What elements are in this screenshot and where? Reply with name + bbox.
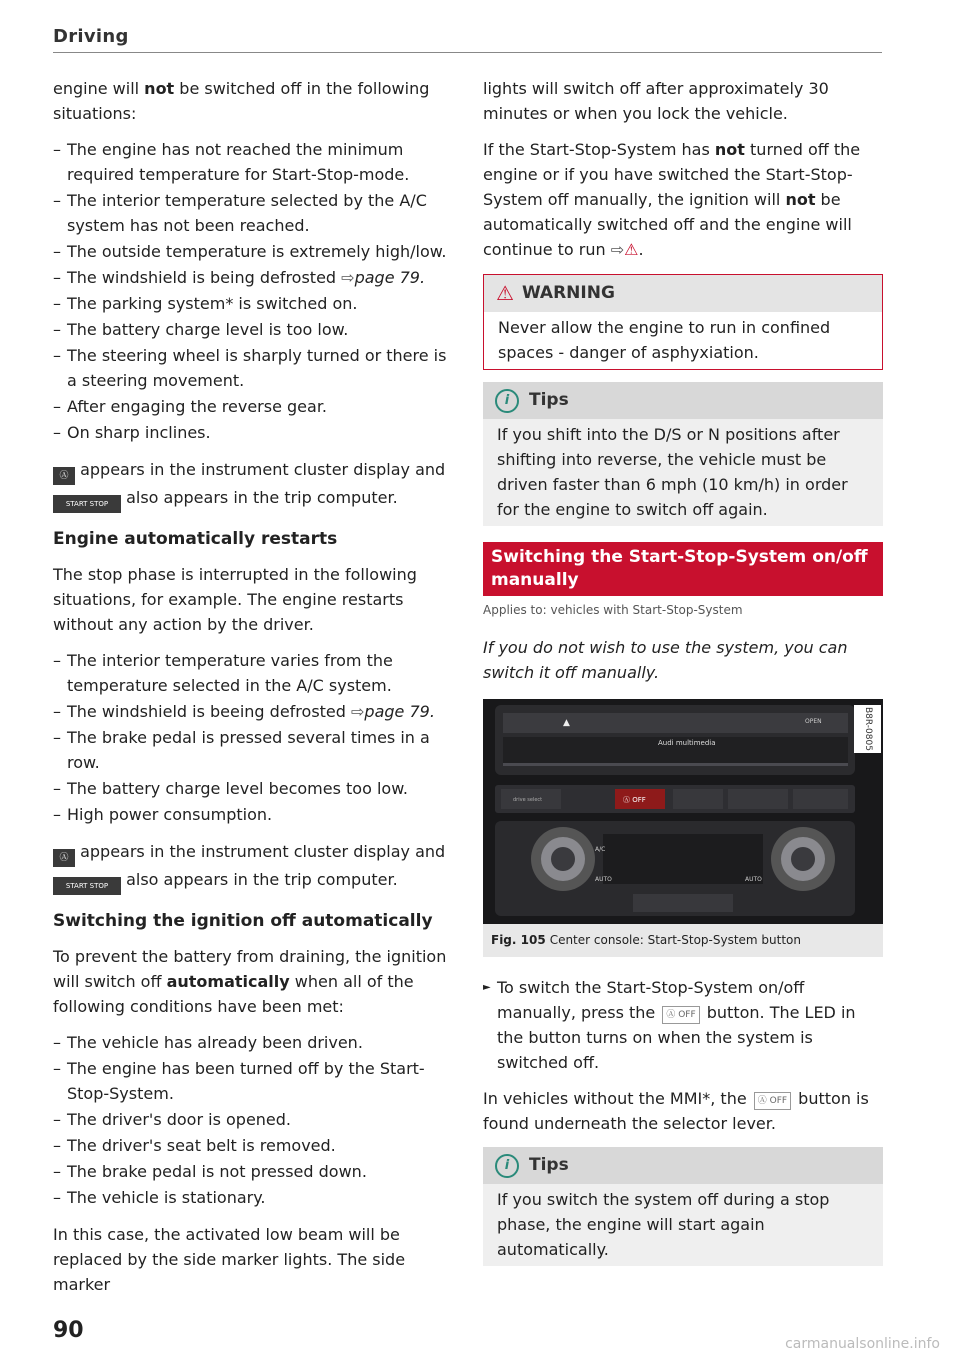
tips-box	[483, 382, 883, 526]
svg-text:▲: ▲	[563, 718, 570, 728]
indicator-paragraph-2: Ⓐ appears in the instrument cluster display and START STOP also appears in the trip computer.	[53, 839, 453, 895]
list-item: – The interior temperature varies from the temperature selected in the A/C system.	[53, 648, 453, 698]
applies-to: Applies to: vehicles with Start-Stop-System	[483, 603, 743, 617]
list-item: – The interior temperature selected by the A/C system has not been reached.	[53, 188, 453, 238]
intro-paragraph: engine will not be switched off in the following situations:	[53, 79, 430, 123]
list-item: – The vehicle has already been driven.	[53, 1030, 453, 1055]
situations-list	[53, 137, 453, 445]
warning-triangle-icon: ⚠	[496, 281, 514, 305]
info-icon: i	[495, 1154, 519, 1178]
svg-text:AUTO: AUTO	[745, 876, 762, 883]
list-item: – The parking system* is switched on.	[53, 291, 453, 316]
start-stop-trip-icon: START STOP	[53, 877, 121, 895]
page-header	[53, 26, 882, 53]
ignition-paragraph: To prevent the battery from draining, the ignition will switch off automatically when all of the following conditions have been met:	[53, 947, 447, 1016]
section-title: Driving	[53, 26, 129, 47]
svg-text:AUTO: AUTO	[595, 876, 612, 883]
instruction-step: ► To switch the Start-Stop-System on/off manually, press the Ⓐ OFF button. The LED in the button turns on when the system is switched off.	[483, 975, 883, 1075]
tips-title: Tips	[529, 1155, 569, 1175]
page-number: 90	[53, 1318, 84, 1343]
list-item: – The driver's seat belt is removed.	[53, 1133, 453, 1158]
indicator-paragraph: Ⓐ appears in the instrument cluster display and START STOP also appears in the trip computer.	[53, 457, 453, 513]
list-item: – The windshield is beeing defrosted ⇨page 79.	[53, 699, 453, 724]
left-column	[53, 76, 453, 1308]
start-stop-off-button-icon: Ⓐ OFF	[754, 1092, 791, 1110]
start-stop-indicator-icon: Ⓐ	[53, 467, 75, 485]
list-item: – The outside temperature is extremely high/low.	[53, 239, 453, 264]
restart-heading: Engine automatically restarts	[53, 529, 338, 549]
ignition-heading: Switching the ignition off automatically	[53, 911, 433, 931]
ref-arrow-icon: ⇨	[351, 702, 365, 721]
ref-arrow-icon: ⇨	[610, 240, 625, 259]
console-illustration	[483, 699, 883, 924]
svg-text:OPEN: OPEN	[805, 718, 822, 725]
lead-text: If you do not wish to use the system, you can switch it off manually.	[483, 638, 848, 682]
ignition-not-off-paragraph: If the Start-Stop-System has not turned off the engine or if you have switched the Start-Stop-System off manually, the ignition will not be automatically switched off and the engine will continue to run ⇨⚠.	[483, 140, 861, 259]
final-paragraph: In this case, the activated low beam will be replaced by the side marker lights. The side marker	[53, 1225, 406, 1294]
list-item: – The engine has been turned off by the Start-Stop-System.	[53, 1056, 453, 1106]
info-icon: i	[495, 389, 519, 413]
conditions-list	[53, 1030, 453, 1210]
figure-code: B8R-0805	[854, 705, 881, 753]
list-item: – After engaging the reverse gear.	[53, 394, 453, 419]
no-mmi-paragraph: In vehicles without the MMI*, the Ⓐ OFF button is found underneath the selector lever.	[483, 1089, 869, 1133]
warning-text: Never allow the engine to run in confined spaces - danger of asphyxiation.	[498, 318, 831, 362]
page-link[interactable]: page 79.	[364, 702, 435, 721]
svg-text:A/C: A/C	[595, 846, 606, 853]
list-item: – The brake pedal is pressed several times in a row.	[53, 725, 453, 775]
page-link[interactable]: page 79.	[354, 268, 426, 287]
restart-list	[53, 648, 453, 827]
restart-paragraph: The stop phase is interrupted in the following situations, for example. The engine restarts without any action by the driver.	[53, 565, 417, 634]
svg-text:drive select: drive select	[513, 797, 543, 803]
list-item: – The brake pedal is not pressed down.	[53, 1159, 453, 1184]
warning-ref-icon: ⚠	[624, 240, 639, 259]
warning-title: WARNING	[521, 283, 615, 303]
list-item: – The battery charge level becomes too low.	[53, 776, 453, 801]
warning-box	[483, 274, 883, 370]
center-console-figure	[483, 699, 883, 924]
svg-text:Ⓐ OFF: Ⓐ OFF	[623, 796, 646, 804]
right-column	[483, 76, 883, 1282]
ref-arrow-icon: ⇨	[341, 268, 355, 287]
svg-text:Audi multimedia: Audi multimedia	[658, 739, 716, 747]
figure-caption: Fig. 105 Center console: Start-Stop-System button	[483, 924, 883, 957]
list-item: – The steering wheel is sharply turned or there is a steering movement.	[53, 343, 453, 393]
start-stop-indicator-icon: Ⓐ	[53, 849, 75, 867]
tips-text: If you shift into the D/S or N positions after shifting into reverse, the vehicle must be driven faster than 6 mph (10 km/h) in order for the engine to switch off again.	[497, 425, 848, 519]
list-item: – High power consumption.	[53, 802, 453, 827]
list-item: – The windshield is being defrosted ⇨page 79.	[53, 265, 453, 290]
list-item: – The engine has not reached the minimum required temperature for Start-Stop-mode.	[53, 137, 453, 187]
list-item: – The battery charge level is too low.	[53, 317, 453, 342]
watermark: carmanualsonline.info	[785, 1336, 940, 1352]
section-heading: Switching the Start-Stop-System on/off manually	[483, 542, 883, 596]
start-stop-off-button-icon: Ⓐ OFF	[662, 1006, 699, 1024]
tips-box-2	[483, 1147, 883, 1266]
continued-paragraph: lights will switch off after approximately 30 minutes or when you lock the vehicle.	[483, 79, 829, 123]
start-stop-trip-icon: START STOP	[53, 495, 121, 513]
list-item: – The driver's door is opened.	[53, 1107, 453, 1132]
tips-text: If you switch the system off during a stop phase, the engine will start again automatically.	[497, 1190, 830, 1259]
list-item: – On sharp inclines.	[53, 420, 453, 445]
tips-title: Tips	[529, 390, 569, 410]
list-item: – The vehicle is stationary.	[53, 1185, 453, 1210]
